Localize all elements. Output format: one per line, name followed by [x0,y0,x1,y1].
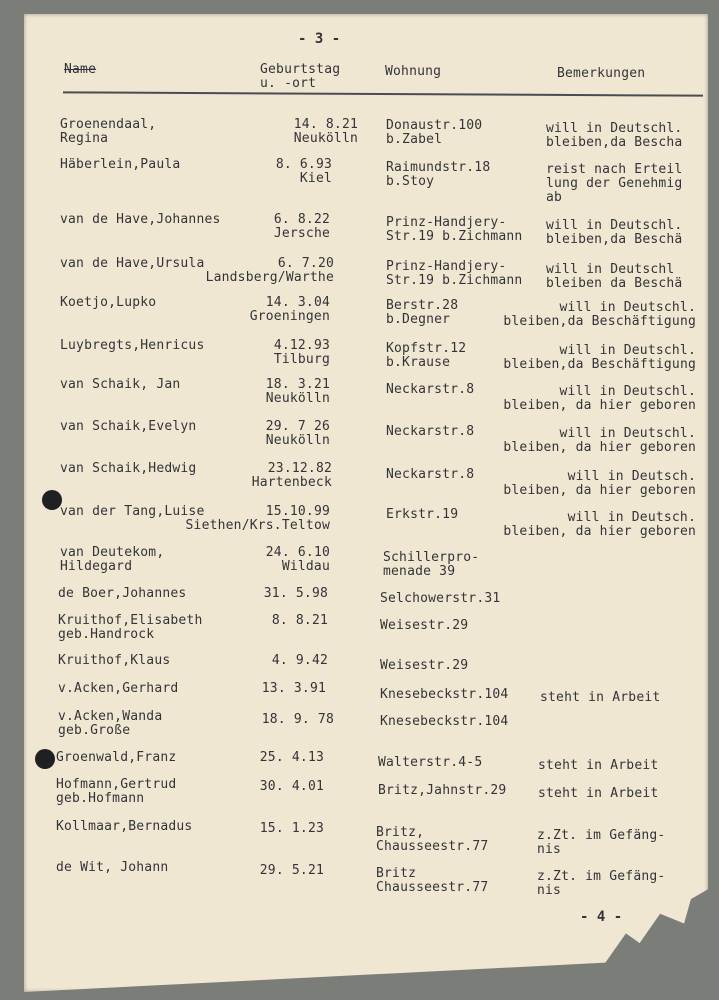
row-remarks: will in Deutschl. bleiben, da hier geboren [503,426,696,455]
row-birth: 14. 3.04 Groeningen [249,295,330,324]
row-name: van de Have,Ursula [60,256,205,271]
header-remarks: Bemerkungen [557,66,646,81]
row-remarks: steht in Arbeit [538,786,659,801]
row-name: van Schaik, Jan [60,377,181,392]
row-address: Weisestr.29 [380,618,469,633]
row-address: Knesebeckstr.104 [380,714,509,729]
row-remarks: will in Deutsch. bleiben, da hier geboren [503,469,696,498]
row-name: Groenendaal, Regina [60,117,157,146]
row-address: Prinz-Handjery- Str.19 b.Zichmann [386,215,523,244]
row-remarks: z.Zt. im Gefäng- nis [537,869,666,898]
row-birth: 25. 4.13 [259,750,324,765]
row-name: van Deutekom, Hildegard [60,545,165,574]
row-birth: 4. 9.42 [271,653,328,668]
row-birth: 14. 8.21 Neukölln [293,117,358,146]
row-remarks: steht in Arbeit [538,758,659,773]
row-birth: 30. 4.01 [259,779,324,794]
row-address: Britz Chausseestr.77 [376,866,489,895]
row-remarks: will in Deutsch. bleiben, da hier geboren [503,510,696,539]
row-address: Raimundstr.18 b.Stoy [386,160,491,189]
row-name: v.Acken,Gerhard [58,681,179,696]
row-name: van Schaik,Hedwig [60,461,197,476]
row-address: Neckarstr.8 [386,424,475,439]
row-name: van de Have,Johannes [60,212,221,227]
row-birth: 8. 8.21 [271,613,328,628]
punch-hole-bottom [35,749,55,769]
row-birth: 6. 7.20 Landsberg/Warthe [205,256,334,285]
row-address: Neckarstr.8 [386,382,475,397]
row-name: v.Acken,Wanda geb.Große [58,709,163,738]
row-birth: 24. 6.10 Wildau [265,545,330,574]
row-name: Kollmaar,Bernadus [56,819,193,834]
row-name: Hofmann,Gertrud geb.Hofmann [56,777,177,806]
row-birth: 6. 8.22 Jersche [273,212,330,241]
row-name: Kruithof,Klaus [58,653,171,668]
row-remarks: will in Deutschl. bleiben,da Bescha [546,121,683,150]
row-remarks: reist nach Erteil lung der Genehmig ab [546,162,683,205]
row-remarks: steht in Arbeit [540,690,661,705]
row-name: Groenwald,Franz [56,750,177,765]
row-address: Selchowerstr.31 [380,591,501,606]
row-birth: 4.12.93 Tilburg [273,338,330,367]
row-remarks: will in Deutschl. bleiben,da Beschäftigung [503,300,696,329]
row-address: Berstr.28 b.Degner [386,298,459,327]
row-name: Luybregts,Henricus [60,338,205,353]
row-address: Kopfstr.12 b.Krause [386,341,467,370]
row-birth: 15. 1.23 [259,821,324,836]
page-number: - 3 - [298,31,341,47]
row-name: Koetjo,Lupko [60,295,157,310]
header-name: Name [64,62,97,77]
row-address: Weisestr.29 [380,658,469,673]
header-birth: Geburtstag u. -ort [260,62,341,91]
row-address: Prinz-Handjery- Str.19 b.Zichmann [386,259,523,288]
row-name: de Wit, Johann [56,860,169,875]
row-name: Kruithof,Elisabeth geb.Handrock [58,613,203,642]
row-name: de Boer,Johannes [58,586,187,601]
row-birth: 15.10.99 Siethen/Krs.Teltow [185,504,330,533]
row-birth: 29. 7 26 Neukölln [265,419,330,448]
row-address: Britz, Chausseestr.77 [376,825,489,854]
row-remarks: will in Deutschl. bleiben, da hier geboren [503,384,696,413]
row-birth: 8. 6.93 Kiel [275,157,332,186]
row-birth: 13. 3.91 [261,681,326,696]
row-remarks: will in Deutschl. bleiben,da Beschäftigung [503,343,696,372]
row-address: Neckarstr.8 [386,467,475,482]
row-address: Knesebeckstr.104 [380,687,509,702]
row-address: Erkstr.19 [386,507,459,522]
row-name: van der Tang,Luise [60,504,205,519]
row-birth: 18. 9. 78 [261,712,334,727]
row-birth: 23.12.82 Hartenbeck [251,461,332,490]
row-birth: 31. 5.98 [263,586,328,601]
row-remarks: will in Deutschl. bleiben,da Beschä [546,218,683,247]
row-address: Walterstr.4-5 [378,755,483,770]
punch-hole-top [42,490,62,510]
header-address: Wohnung [385,64,442,79]
row-address: Schillerpro- menade 39 [383,550,480,579]
row-name: van Schaik,Evelyn [60,419,197,434]
row-name: Häberlein,Paula [60,157,181,172]
row-birth: 18. 3.21 Neukölln [265,377,330,406]
row-remarks: will in Deutschl bleiben da Beschä [546,262,683,291]
row-address: Britz,Jahnstr.29 [378,783,507,798]
next-page-marker: - 4 - [580,909,623,925]
row-birth: 29. 5.21 [259,863,324,878]
row-address: Donaustr.100 b.Zabel [386,118,483,147]
row-remarks: z.Zt. im Gefäng- nis [537,828,666,857]
